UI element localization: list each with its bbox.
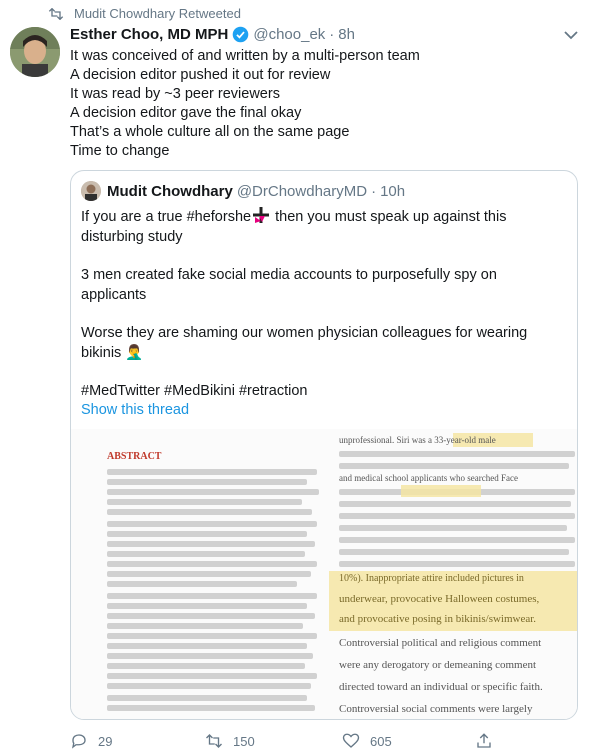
- reply-count: 29: [98, 733, 113, 749]
- quoted-hashtags: #MedTwitter #MedBikini #retraction: [81, 383, 308, 399]
- image-abstract-heading: ABSTRACT: [107, 451, 162, 462]
- chevron-down-icon[interactable]: [564, 30, 578, 40]
- tweet-line: A decision editor pushed it out for review: [70, 67, 331, 83]
- image-text-line: 10%). Inappropriate attire included pictures in: [339, 573, 524, 584]
- quoted-avatar: [81, 181, 101, 201]
- quoted-text: 3 men created fake social media accounts to purposefully spy on applicants: [81, 267, 497, 303]
- author-name[interactable]: Esther Choo, MD MPH: [70, 26, 229, 43]
- image-text-line: directed toward an individual or specific faith.: [339, 681, 543, 693]
- quoted-text: If you are a true #heforshe: [81, 209, 252, 225]
- tweet-time[interactable]: 8h: [338, 26, 355, 43]
- image-text-line: unprofessional. Siri was a 33-year-old male: [339, 435, 496, 445]
- quoted-text: then you must speak up against this disturbing study: [81, 209, 507, 245]
- like-button[interactable]: [342, 732, 392, 750]
- heforshe-logo-icon: [253, 207, 271, 223]
- tweet-text: [70, 47, 420, 161]
- quoted-tweet-body: [81, 207, 561, 402]
- tweet-actions: [70, 732, 570, 752]
- retweet-indicator[interactable]: [48, 6, 241, 21]
- author-handle[interactable]: @choo_ek: [253, 26, 326, 43]
- image-text-line: and provocative posing in bikinis/swimwear.: [339, 613, 537, 625]
- like-count: 605: [370, 733, 392, 749]
- article-screenshot-image[interactable]: [71, 429, 577, 720]
- quoted-tweet-time: 10h: [380, 182, 406, 200]
- quoted-tweet-header: [81, 181, 405, 201]
- reply-icon: [70, 732, 88, 750]
- image-text-line: and medical school applicants who searched Face: [339, 473, 518, 483]
- share-icon: [475, 732, 493, 750]
- retweet-icon: [48, 8, 64, 20]
- image-text-line: underwear, provocative Halloween costumes,: [339, 593, 540, 605]
- verified-badge-icon: [232, 26, 249, 43]
- tweet-line: Time to change: [70, 143, 170, 159]
- quoted-author-handle: @DrChowdharyMD: [236, 182, 368, 200]
- tweet-line: That’s a whole culture all on the same page: [70, 124, 350, 140]
- tweet-line: It was conceived of and written by a multi-person team: [70, 48, 420, 64]
- quoted-tweet[interactable]: [70, 170, 578, 720]
- separator-dot: ·: [371, 182, 377, 200]
- avatar[interactable]: [10, 27, 60, 77]
- retweet-button[interactable]: [205, 732, 255, 750]
- tweet-line: A decision editor gave the final okay: [70, 105, 302, 121]
- image-text-line: Controversial political and religious comment: [339, 637, 542, 649]
- image-text-line: were any derogatory or demeaning comment: [339, 659, 537, 671]
- separator-dot: ·: [329, 26, 335, 43]
- share-button[interactable]: [475, 732, 493, 750]
- retweet-text: Mudit Chowdhary Retweeted: [74, 6, 241, 21]
- heart-icon: [342, 732, 360, 750]
- quoted-text: Worse they are shaming our women physician colleagues for wearing bikinis 🤦‍♂️: [81, 325, 528, 361]
- quoted-author-name: Mudit Chowdhary: [107, 182, 233, 200]
- tweet-line: It was read by ~3 peer reviewers: [70, 86, 280, 102]
- show-thread-link[interactable]: Show this thread: [81, 402, 190, 418]
- avatar-image: [10, 27, 60, 77]
- retweet-count: 150: [233, 733, 255, 749]
- reply-button[interactable]: [70, 732, 112, 750]
- image-text-line: Controversial social comments were largely: [339, 703, 533, 715]
- retweet-icon: [205, 732, 223, 750]
- tweet-header: [70, 26, 578, 43]
